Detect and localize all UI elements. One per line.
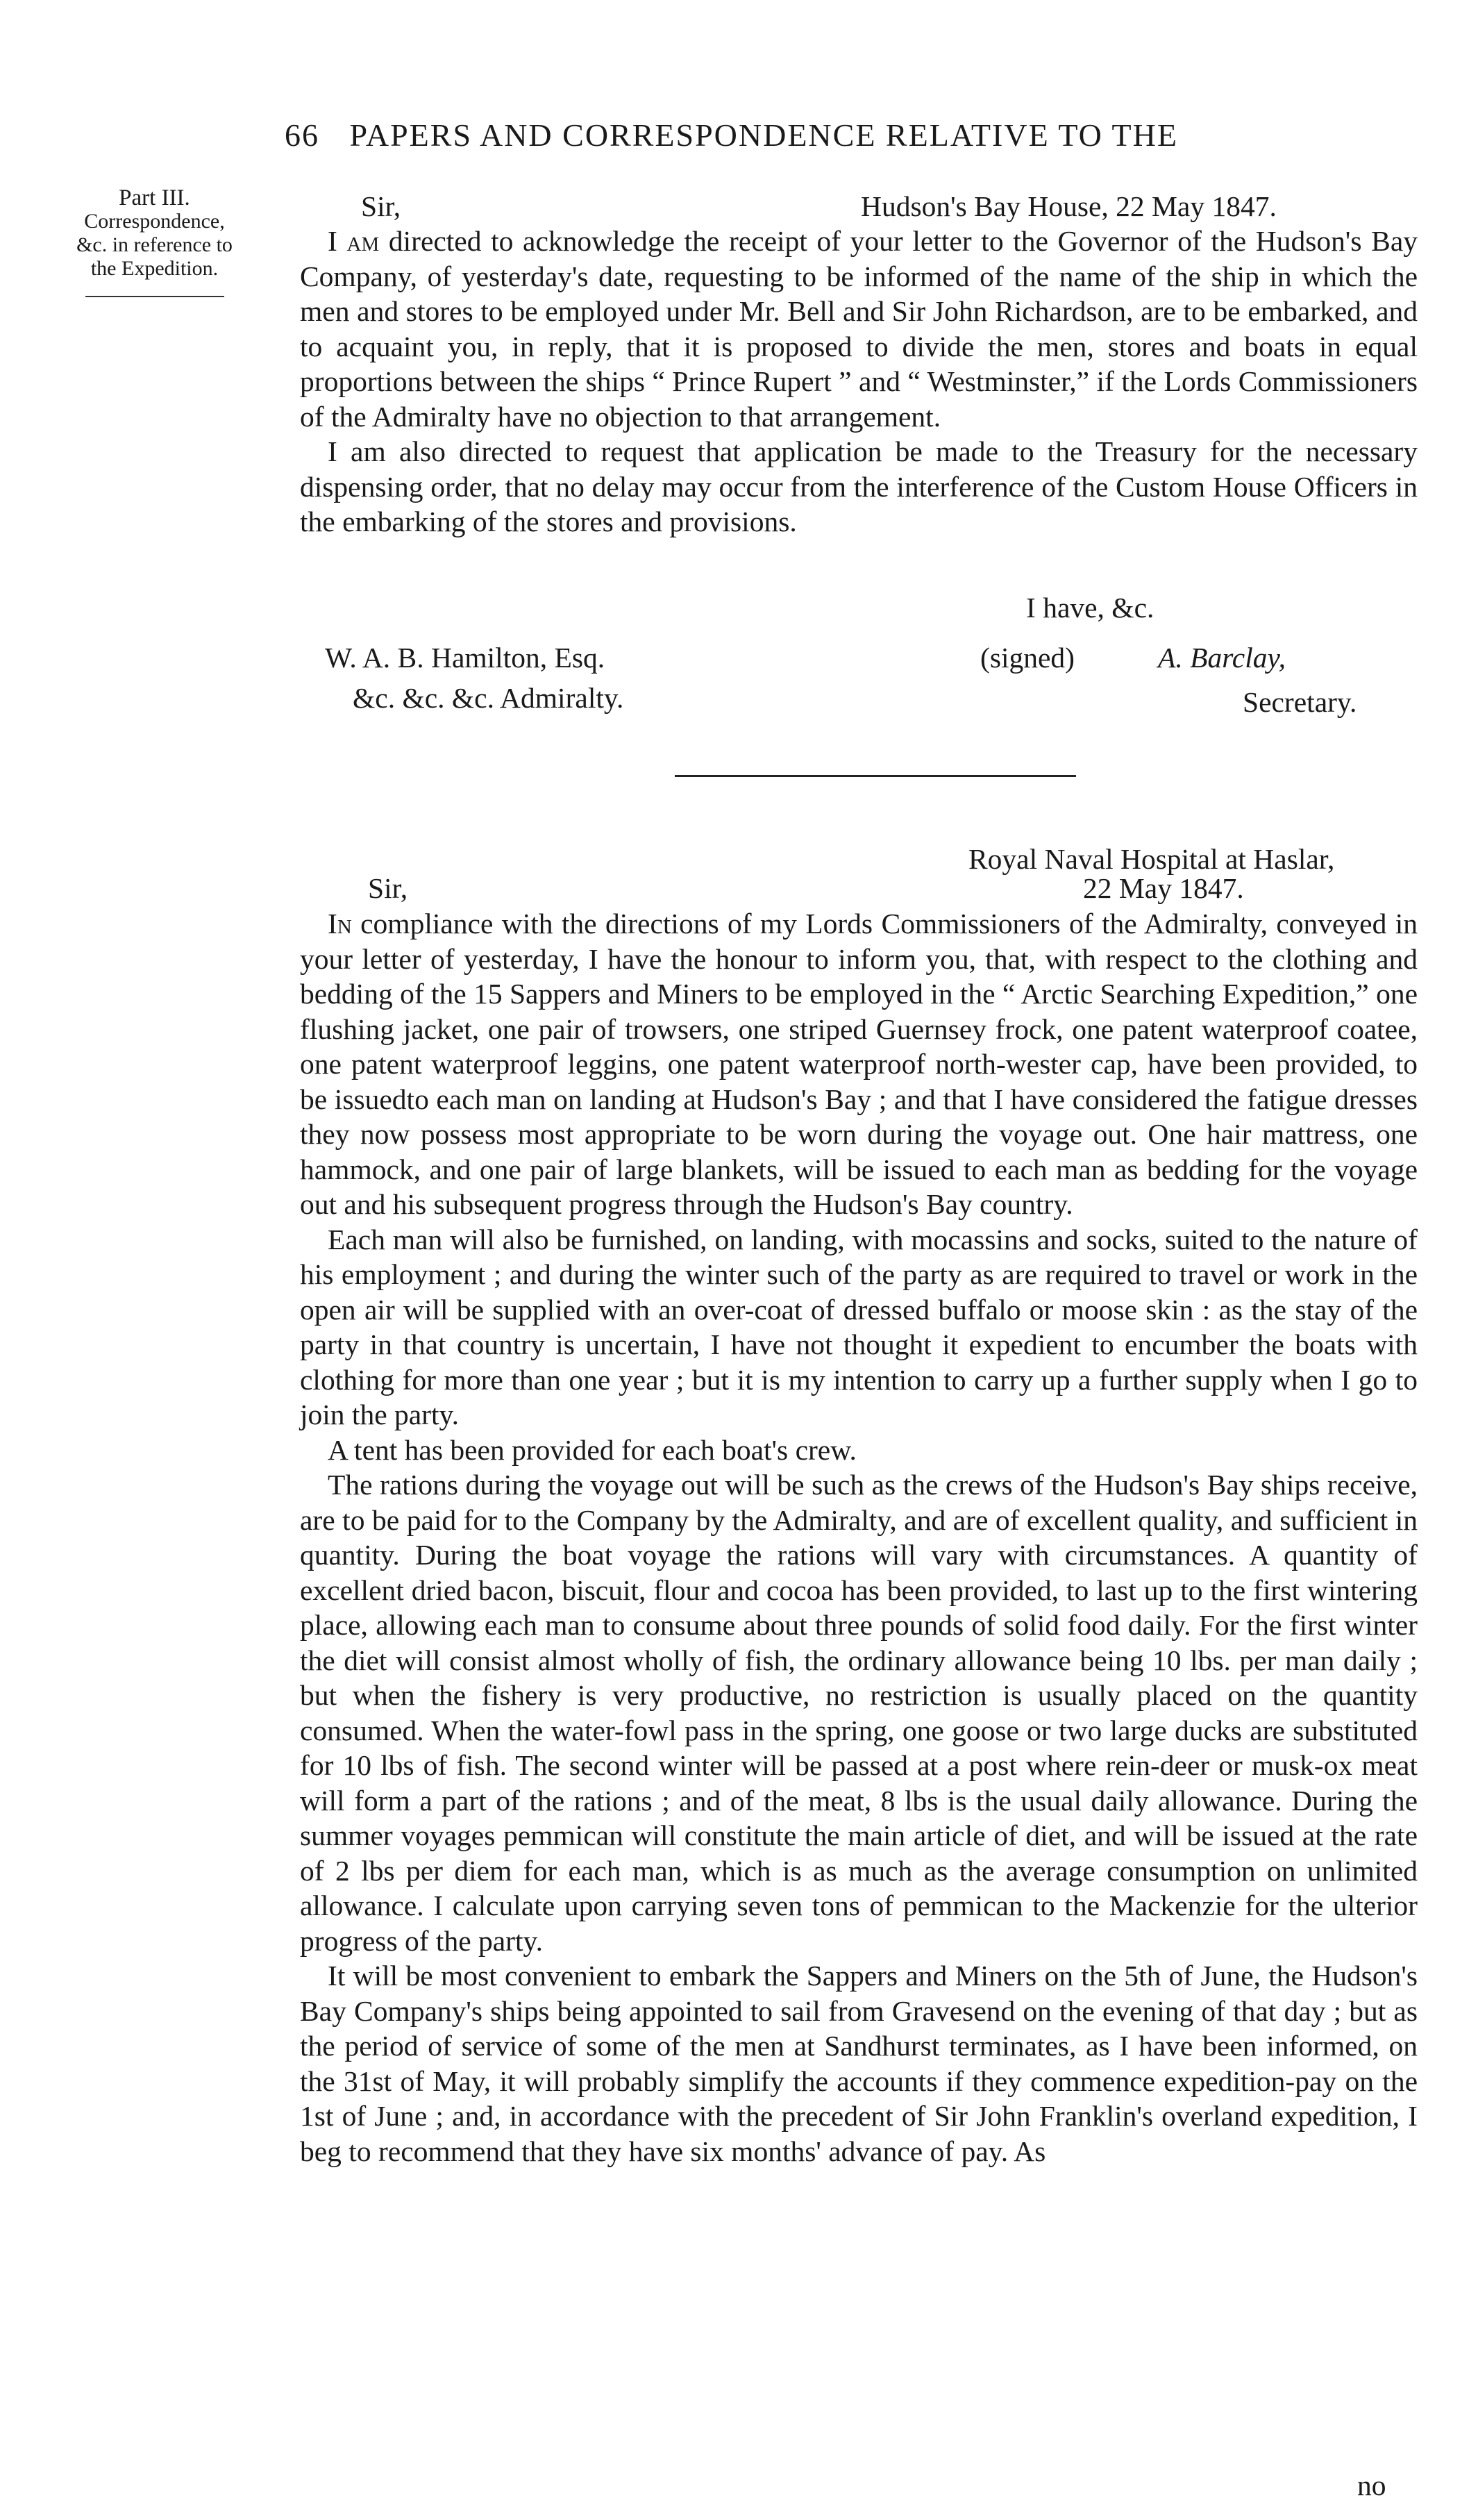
- margin-note-line: Correspondence,: [84, 210, 225, 233]
- letter1-paragraph: I am also directed to request that application be made to the Treasury for the necessary dispensing order, that no delay may occur from the interference of the Custom House Officers in the embarking of the stores and provisions.: [300, 435, 1418, 537]
- margin-note-line: &c. in reference to: [76, 233, 233, 256]
- header-title: PAPERS AND CORRESPONDENCE RELATIVE TO THE: [349, 117, 1178, 153]
- letter1-body: [300, 224, 1418, 540]
- letter2-paragraph: Each man will also be furnished, on landing, with mocassins and socks, suited to the nature of his employment ; and during the winter such of the party as are required to travel or work in the open air will be supplied with an over-coat of dressed buffalo or moose skin : as the stay of the party in that country is uncertain, I have not thought it expedient to encumber the boats with clothing for more than one year ; but it is my intention to carry up a further supply when I go to join the party.: [300, 1223, 1418, 1430]
- letter1-signatory: A. Barclay,: [1158, 642, 1286, 674]
- letter1-signatory-title: Secretary.: [1243, 686, 1357, 718]
- section-divider: [675, 775, 1076, 777]
- letter1-addressee: W. A. B. Hamilton, Esq.: [325, 642, 605, 674]
- running-header: [285, 117, 1409, 153]
- letter2-salutation: Sir,: [368, 872, 408, 904]
- letter2-body: [300, 906, 1418, 2169]
- margin-note-rule: [85, 296, 224, 297]
- lead-word: In: [328, 908, 352, 940]
- margin-note-line: the Expedition.: [90, 257, 219, 280]
- margin-note: [38, 186, 271, 297]
- letter1-addressee-office: &c. &c. &c. Admiralty.: [353, 682, 624, 714]
- letter2-paragraph: It will be most convenient to embark the Sappers and Miners on the 5th of June, the Hudson's Bay Company's ships being appointed to sail from Gravesend on the evening of that day ; but as the period of service of some of the men at Sandhurst terminates, as I have been informed, on the 31st of May, it will probably simplify the accounts if they commence expedition-pay on the 1st of June ; and, in accordance with the precedent of Sir John Franklin's overland expedition, I beg to recommend that they have six months' advance of pay. As: [300, 1960, 1418, 2167]
- letter1-signed: (signed): [980, 642, 1075, 674]
- lead-word: I am: [328, 225, 380, 257]
- letter1-place-date: Hudson's Bay House, 22 May 1847.: [861, 190, 1277, 222]
- letter1-paragraph: I am directed to acknowledge the receipt of your letter to the Governor of the Hudson's Bay Company, of yesterday's date, requesting to be informed of the name of the ship in which the men and stores to be employed under Mr. Bell and Sir John Richardson, are to be embarked, and to acquaint you, in reply, that it is proposed to divide the men, stores and boats in equal proportions between the ships “ Prince Rupert ” and “ Westminster,” if the Lords Commissioners of the Admiralty have no objection to that arrangement.: [300, 225, 1418, 433]
- letter2-place: Royal Naval Hospital at Haslar,: [968, 843, 1335, 875]
- letter2-paragraph: In compliance with the directions of my Lords Commissioners of the Admiralty, conveyed in your letter of yesterday, I have the honour to inform you, that, with respect to the clothing and bedding of the 15 Sappers and Miners to be employed in the “ Arctic Searching Expedition,” one flushing jacket, one pair of trowsers, one striped Guernsey frock, one patent waterproof coatee, one patent waterproof leggins, one patent waterproof north-wester cap, have been provided, to be issuedto each man on landing at Hudson's Bay ; and that I have considered the fatigue dresses they now possess most appropriate to be worn during the voyage out. One hair mattress, one hammock, and one pair of large blankets, will be issued to each man as bedding for the voyage out and his subsequent progress through the Hudson's Bay country.: [300, 908, 1418, 1220]
- page-number: 66: [285, 117, 319, 153]
- letter2-paragraph: A tent has been provided for each boat's crew.: [328, 1433, 857, 1466]
- letter2-paragraph: The rations during the voyage out will be such as the crews of the Hudson's Bay ships receive, are to be paid for to the Company by the Admiralty, and are of excellent quality, and sufficient in quantity. During the boat voyage the rations will vary with circumstances. A quantity of excellent dried bacon, biscuit, flour and cocoa has been provided, to last up to the first wintering place, allowing each man to consume about three pounds of solid food daily. For the first winter the diet will consist almost wholly of fish, the ordinary allowance being 10 lbs. per man daily ; but when the fishery is very productive, no restriction is usually placed on the quantity consumed. When the water-fowl pass in the spring, one goose or two large ducks are substituted for 10 lbs of fish. The second winter will be passed at a post where rein-deer or musk-ox meat will form a part of the rations ; and of the meat, 8 lbs is the usual daily allowance. During the summer voyages pemmican will constitute the main article of diet, and will be issued at the rate of 2 lbs per diem for each man, which is as much as the average consumption on unlimited allowance. I calculate upon carrying seven tons of pemmican to the Mackenzie for the ulterior progress of the party.: [300, 1469, 1418, 1957]
- catchword: no: [1357, 2469, 1386, 2501]
- letter2-date: 22 May 1847.: [1083, 872, 1244, 904]
- letter1-closing: I have, &c.: [1026, 592, 1154, 624]
- margin-note-title: Part III.: [119, 185, 190, 210]
- letter1-salutation: Sir,: [361, 190, 401, 222]
